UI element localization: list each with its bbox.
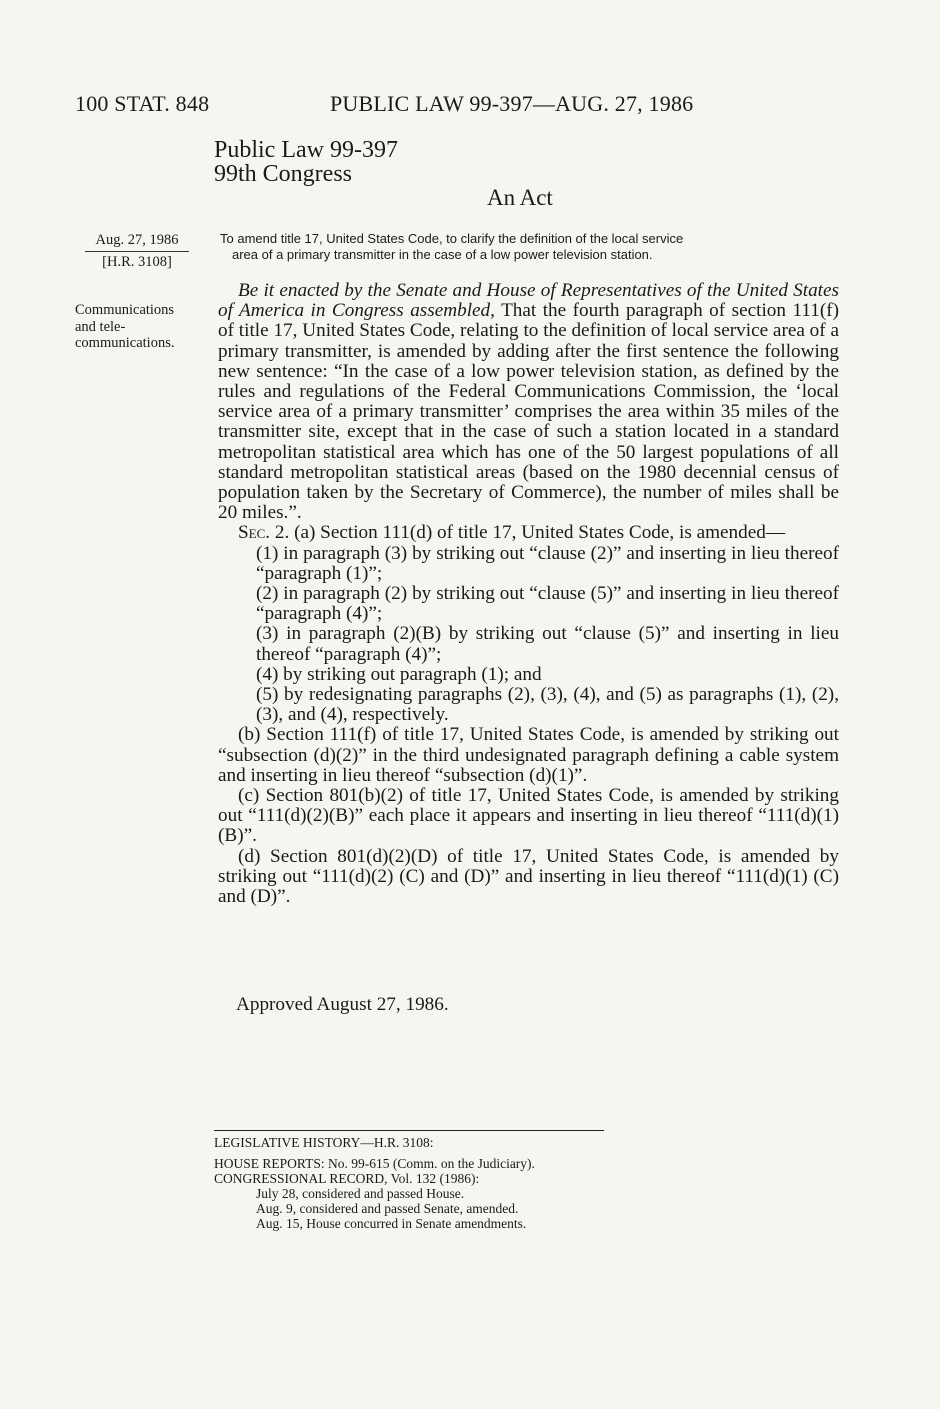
history-entry: July 28, considered and passed House.: [256, 1186, 465, 1201]
enacting-clause: [218, 281, 839, 523]
an-act-heading: An Act: [487, 185, 553, 210]
history-divider: [214, 1130, 604, 1131]
history-heading: LEGISLATIVE HISTORY—H.R. 3108:: [214, 1135, 434, 1150]
section-2-a-text: (a) Section 111(d) of title 17, United States Code, is amended—: [289, 522, 786, 544]
section-1-text: That the fourth paragraph of section 111(f) of title 17, United States Code, relating to the definition of local service area of a primary transmitter, is amended by adding after the first sentence the following new sentence: “In the case of a low power television station, as defined by the rules and regulations of the Federal Communications Commission, the ‘local service area of a primary transmitter’ comprises the area within 35 miles of the transmitter site, except that in the case of such a station located in a standard metropolitan statistical area which has one of the 50 largest populations of all standard metropolitan statistical areas (based on the 1980 decennial census of population taken by the Secretary of Commerce), the number of miles shall be 20 miles.”.: [218, 300, 839, 524]
amendment-item: (5) by redesignating paragraphs (2), (3), (4), and (5) as paragraphs (1), (2), (3), and (4), respectively.: [256, 684, 839, 726]
section-2-d: (d) Section 801(d)(2)(D) of title 17, United States Code, is amended by striking out “111(d)(2) (C) and (D)” and inserting in lieu thereof “111(d)(1) (C) and (D)”.: [218, 845, 839, 908]
bill-number: [H.R. 3108]: [102, 254, 172, 270]
topic-line: Communications: [75, 302, 175, 318]
running-title: PUBLIC LAW 99-397—AUG. 27, 1986: [330, 91, 694, 116]
legislative-history: [214, 1135, 834, 1231]
margin-date-note: [85, 231, 189, 272]
section-2-intro: [218, 523, 839, 543]
history-entry: Aug. 9, considered and passed Senate, amended.: [256, 1201, 519, 1216]
public-law-number: Public Law 99-397: [214, 137, 398, 163]
section-2-c: (c) Section 801(b)(2) of title 17, United States Code, is amended by striking out “111(d)(2)(B)” each place it appears and inserting in lieu thereof “111(d)(1)(B)”.: [218, 785, 839, 847]
topic-line: and tele-: [75, 318, 126, 335]
amendment-item: (4) by striking out paragraph (1); and: [256, 663, 542, 685]
amendment-item: (1) in paragraph (3) by striking out “clause (2)” and inserting in lieu thereof “paragraph (1)”;: [256, 542, 839, 584]
section-2-label: Sec. 2.: [238, 522, 290, 544]
amendment-item: (2) in paragraph (2) by striking out “clause (5)” and inserting in lieu thereof “paragraph (4)”;: [256, 583, 839, 625]
history-entry: Aug. 15, House concurred in Senate amendments.: [256, 1216, 527, 1231]
purpose-line-1: To amend title 17, United States Code, to clarify the definition of the local service: [220, 231, 684, 246]
margin-rule: [85, 251, 189, 252]
approval-line: Approved August 27, 1986.: [236, 994, 449, 1015]
purpose-line-2: area of a primary transmitter in the case of a low power television station.: [232, 247, 653, 262]
section-2-b: (b) Section 111(f) of title 17, United States Code, is amended by striking out “subsection (d)(2)” in the third undesignated paragraph defining a cable system and inserting in lieu thereof “subsection (d)(1)”.: [218, 724, 839, 786]
house-reports: HOUSE REPORTS: No. 99-615 (Comm. on the Judiciary).: [214, 1156, 535, 1171]
topic-line: communications.: [75, 335, 175, 351]
enactment-date: Aug. 27, 1986: [95, 232, 179, 248]
act-body: [218, 281, 839, 907]
congress-number: 99th Congress: [214, 161, 352, 187]
amendment-item: (3) in paragraph (2)(B) by striking out “clause (5)” and inserting in lieu thereof “paragraph (4)”;: [256, 623, 839, 665]
congressional-record: CONGRESSIONAL RECORD, Vol. 132 (1986):: [214, 1171, 480, 1186]
stat-reference: 100 STAT. 848: [75, 91, 210, 116]
margin-topic-note: [75, 302, 205, 352]
act-purpose: [220, 231, 840, 263]
enacting-formula: Be it enacted by the Senate and House of Representatives of the United States of America in Congress assembled,: [218, 280, 839, 322]
